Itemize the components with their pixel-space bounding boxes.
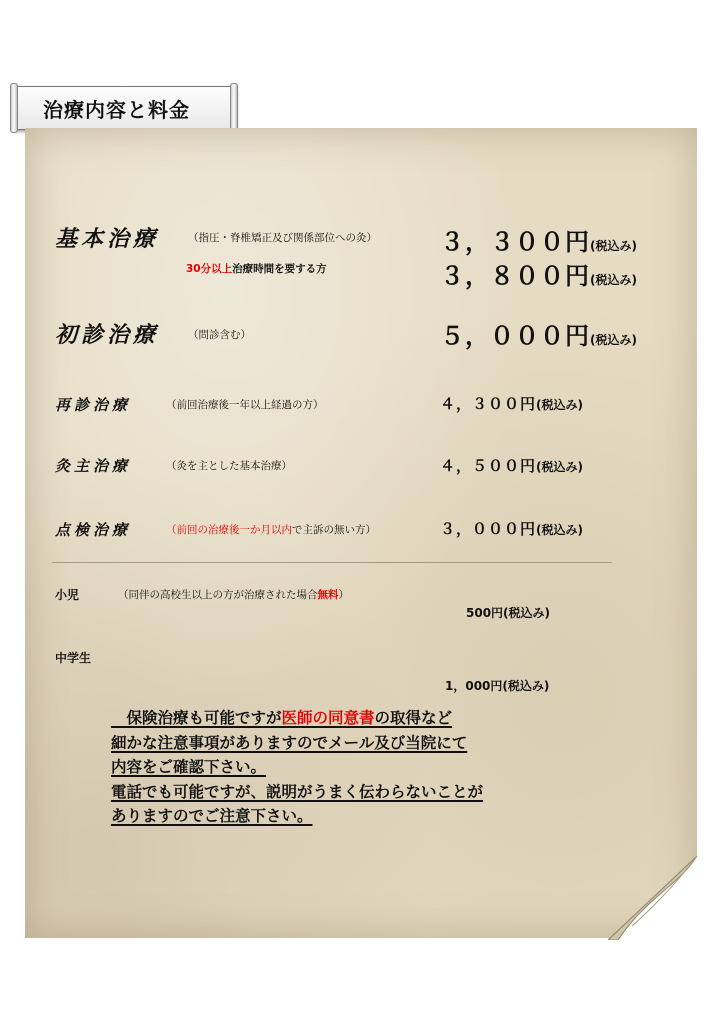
price-value: ３，０００円: [440, 520, 537, 538]
treatment-note-long: [186, 261, 327, 276]
note-open: （: [166, 524, 177, 536]
treatment-price-basic: [440, 222, 637, 257]
note-close: ）: [338, 589, 349, 601]
junior-high-price: 1，000円(税込み): [445, 679, 550, 693]
treatment-price-revisit: [440, 393, 583, 414]
treatment-name-checkup: 点検治療: [55, 521, 132, 539]
notice-line-5: ありますのでご注意下さい。: [111, 807, 313, 825]
price-value: ４，３００円: [440, 395, 537, 413]
treatment-note-checkup: [166, 522, 376, 537]
page-title: 治療内容と料金: [43, 98, 190, 122]
notice-highlight: 医師の同意書: [281, 709, 375, 727]
treatment-name-first-visit: 初診治療: [55, 322, 160, 348]
child-label: 小児: [55, 588, 80, 602]
notice-text: 保険治療も可能ですが: [111, 709, 282, 727]
notice-text: の取得など: [374, 709, 453, 727]
note-text: （同伴の高校生以上の方が治療された場合: [118, 589, 318, 601]
insurance-notice: [111, 706, 551, 829]
note-highlight: 前回の治療後一か月以内: [176, 524, 292, 536]
note-highlight: 30分以上: [186, 263, 233, 275]
tax-label: (税込み): [536, 398, 583, 412]
tax-label: (税込み): [536, 523, 583, 537]
tax-label: (税込み): [590, 273, 637, 287]
treatment-name-moxibustion: 灸主治療: [55, 457, 132, 475]
treatment-price-long: [440, 256, 637, 291]
price-value: ３，３００円: [440, 227, 590, 256]
notice-line-1: [111, 706, 551, 731]
note-text: 治療時間を要する方: [232, 263, 327, 275]
junior-high-label: 中学生: [55, 651, 92, 665]
price-value: ４，５００円: [440, 457, 537, 475]
treatment-note-moxibustion: （灸を主とした基本治療）: [166, 460, 292, 472]
treatment-price-checkup: [440, 518, 583, 539]
treatment-note-basic: （指圧・脊椎矯正及び関係部位への灸）: [188, 232, 377, 244]
treatment-price-first-visit: [440, 316, 637, 351]
treatment-name-revisit: 再診治療: [55, 396, 132, 414]
treatment-name-basic: 基本治療: [55, 226, 160, 252]
note-text: で主訴の無い方）: [292, 524, 376, 536]
child-price: 500円(税込み): [466, 606, 551, 620]
price-value: ５，０００円: [440, 321, 590, 350]
treatment-note-first-visit: （問診含む）: [188, 329, 251, 341]
notice-line-4: 電話でも可能ですが、説明がうまく伝わらないことが: [111, 782, 484, 801]
notice-line-3: 内容をご確認下さい。: [111, 758, 267, 776]
section-divider: [52, 562, 612, 563]
tax-label: (税込み): [536, 460, 583, 474]
treatment-note-revisit: （前回治療後一年以上経過の方）: [166, 399, 324, 411]
notice-line-2: 細かな注意事項がありますのでメール及び当院にて: [111, 733, 468, 752]
tax-label: (税込み): [590, 239, 637, 253]
treatment-price-moxibustion: [440, 455, 583, 476]
note-highlight: 無料: [317, 589, 339, 601]
title-scroll: [12, 86, 236, 130]
tax-label: (税込み): [590, 333, 637, 347]
page-curl-icon: [608, 856, 698, 940]
child-note: [118, 587, 349, 602]
price-value: ３，８００円: [440, 261, 590, 290]
